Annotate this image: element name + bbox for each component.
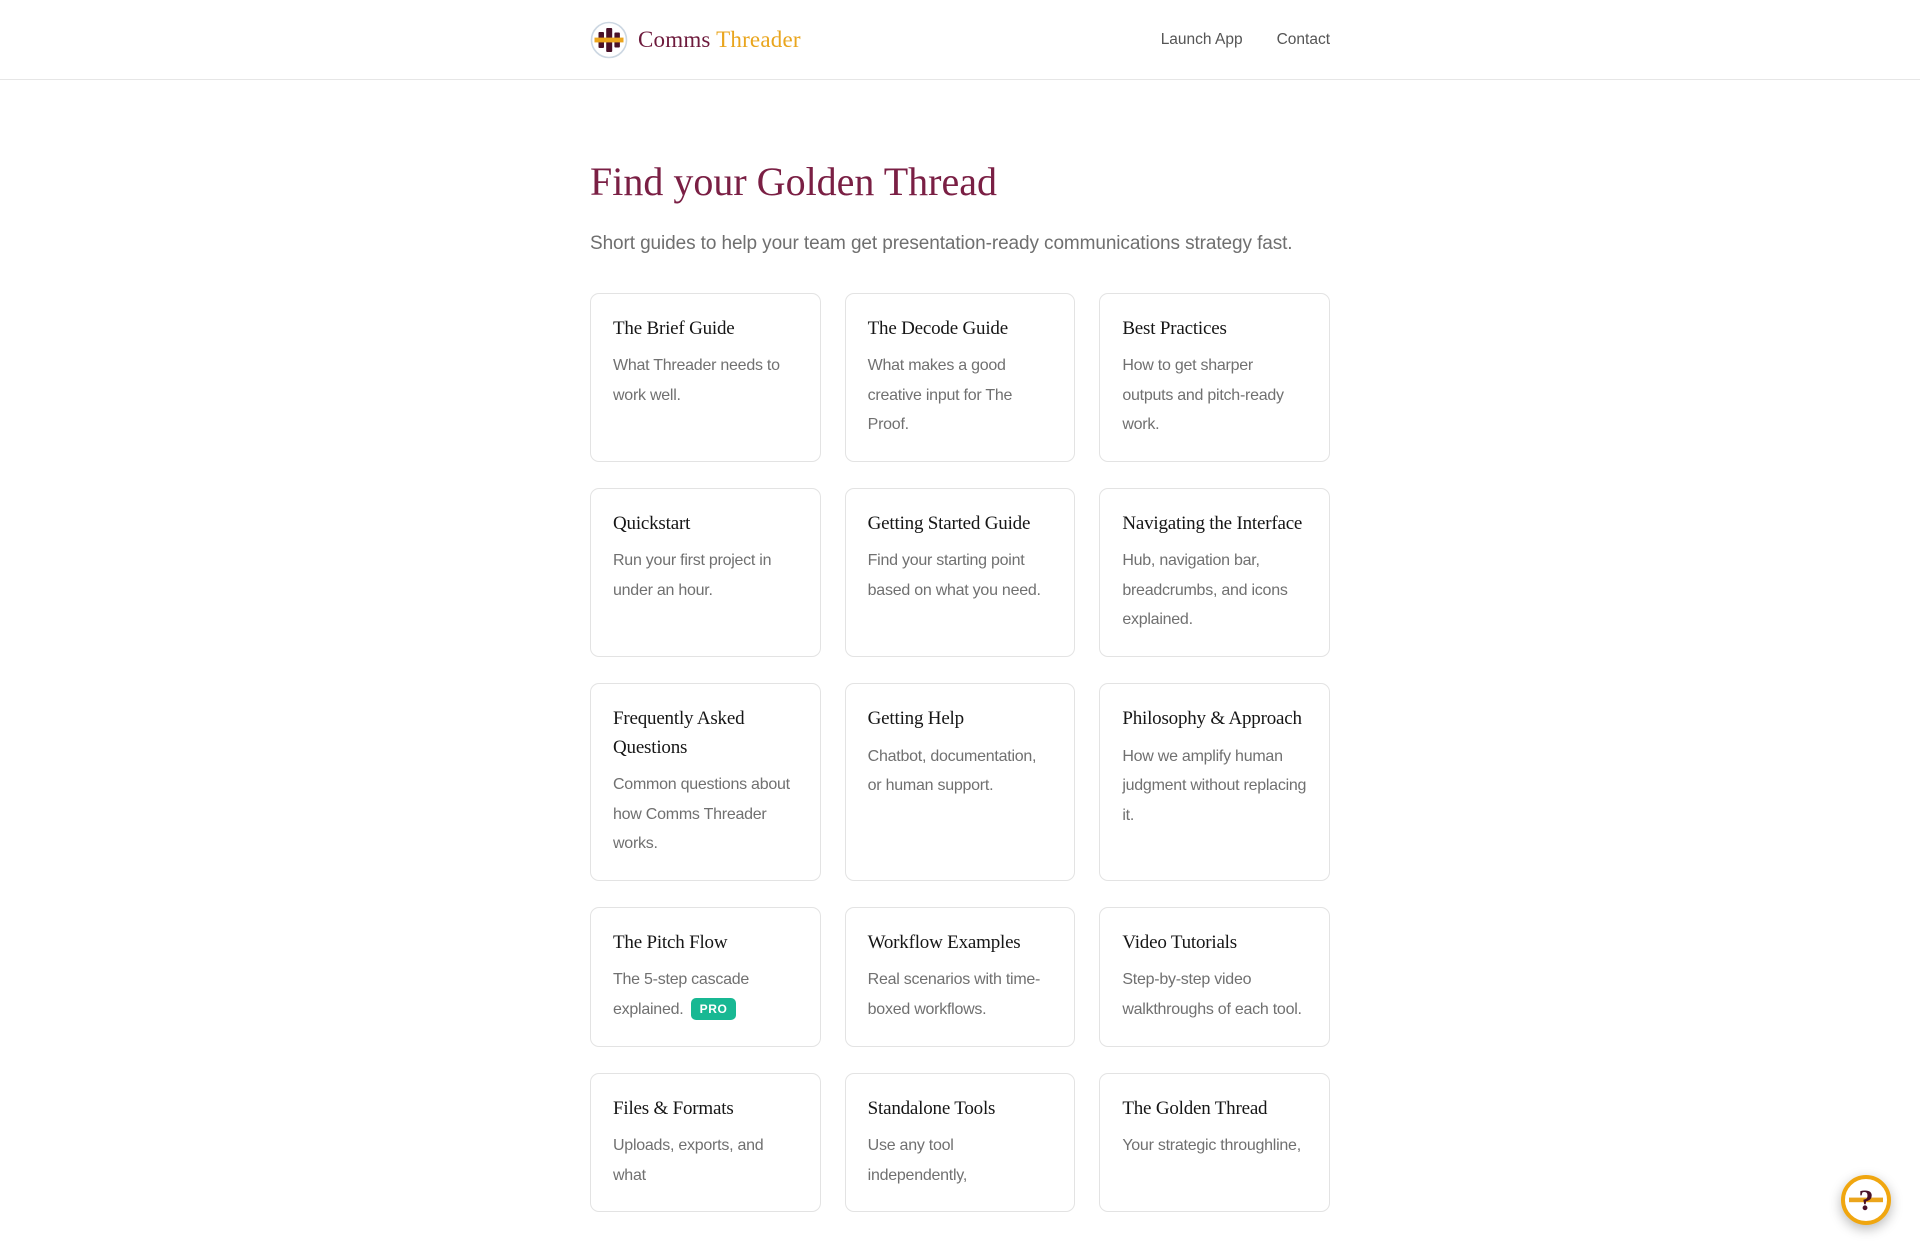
card-description: The 5-step cascade explained. PRO xyxy=(613,965,798,1024)
card-description: How to get sharper outputs and pitch-ready work. xyxy=(1122,351,1307,440)
guide-card[interactable] xyxy=(1099,488,1330,657)
card-description: Common questions about how Comms Threader works. xyxy=(613,770,798,859)
guide-card[interactable] xyxy=(1099,683,1330,881)
guide-card[interactable] xyxy=(1099,293,1330,462)
card-title: Quickstart xyxy=(613,510,798,539)
help-button[interactable] xyxy=(1841,1175,1891,1225)
site-header xyxy=(0,0,1920,80)
card-description: Use any tool independently, xyxy=(868,1131,1053,1190)
card-title: Standalone Tools xyxy=(868,1095,1053,1124)
page-subtitle: Short guides to help your team get presentation-ready communications strategy fast. xyxy=(590,230,1330,259)
card-title: The Golden Thread xyxy=(1122,1095,1307,1124)
guide-card[interactable] xyxy=(590,293,821,462)
guide-card[interactable] xyxy=(590,907,821,1047)
main-content xyxy=(590,158,1330,1252)
main-nav xyxy=(1161,31,1330,49)
card-title: The Brief Guide xyxy=(613,315,798,344)
guide-card[interactable] xyxy=(845,488,1076,657)
header-inner xyxy=(590,21,1330,59)
card-description: Chatbot, documentation, or human support. xyxy=(868,742,1053,801)
card-title: The Pitch Flow xyxy=(613,929,798,958)
card-description: Find your starting point based on what you need. xyxy=(868,546,1053,605)
guide-card[interactable] xyxy=(845,1073,1076,1213)
nav-link-launch-app[interactable]: Launch App xyxy=(1161,31,1243,49)
brand-name xyxy=(638,27,801,53)
card-title: Philosophy & Approach xyxy=(1122,705,1307,734)
card-title: Getting Help xyxy=(868,705,1053,734)
question-mark-thread-icon xyxy=(1845,1179,1887,1221)
guide-card[interactable] xyxy=(590,1073,821,1213)
pro-badge: PRO xyxy=(691,998,737,1020)
guide-card[interactable] xyxy=(845,293,1076,462)
guide-card[interactable] xyxy=(590,488,821,657)
card-description: What Threader needs to work well. xyxy=(613,351,798,410)
card-description: Your strategic throughline, xyxy=(1122,1131,1307,1161)
page-title: Find your Golden Thread xyxy=(590,158,1330,206)
card-description: Run your first project in under an hour. xyxy=(613,546,798,605)
card-description: How we amplify human judgment without replacing it. xyxy=(1122,742,1307,831)
guide-card[interactable] xyxy=(1099,907,1330,1047)
brand-logo[interactable] xyxy=(590,21,801,59)
card-title: Workflow Examples xyxy=(868,929,1053,958)
help-glyph: ? xyxy=(1859,1184,1874,1217)
nav-link-contact[interactable]: Contact xyxy=(1277,31,1330,49)
card-title: Navigating the Interface xyxy=(1122,510,1307,539)
guide-card[interactable] xyxy=(845,907,1076,1047)
card-title: Getting Started Guide xyxy=(868,510,1053,539)
guide-card[interactable] xyxy=(1099,1073,1330,1213)
guide-card[interactable] xyxy=(590,683,821,881)
card-title: Files & Formats xyxy=(613,1095,798,1124)
card-title: Video Tutorials xyxy=(1122,929,1307,958)
card-title: Frequently Asked Questions xyxy=(613,705,798,762)
card-description: Uploads, exports, and what xyxy=(613,1131,798,1190)
card-title: Best Practices xyxy=(1122,315,1307,344)
guides-grid xyxy=(590,293,1330,1252)
guide-card[interactable] xyxy=(845,683,1076,881)
card-description: Real scenarios with time-boxed workflows. xyxy=(868,965,1053,1024)
bar-chart-thread-logo-icon xyxy=(590,21,628,59)
card-description: Step-by-step video walkthroughs of each tool. xyxy=(1122,965,1307,1024)
brand-name-secondary: Threader xyxy=(716,27,801,52)
card-title: The Decode Guide xyxy=(868,315,1053,344)
card-description: What makes a good creative input for The Proof. xyxy=(868,351,1053,440)
card-description: Hub, navigation bar, breadcrumbs, and icons explained. xyxy=(1122,546,1307,635)
brand-name-primary: Comms xyxy=(638,27,711,52)
